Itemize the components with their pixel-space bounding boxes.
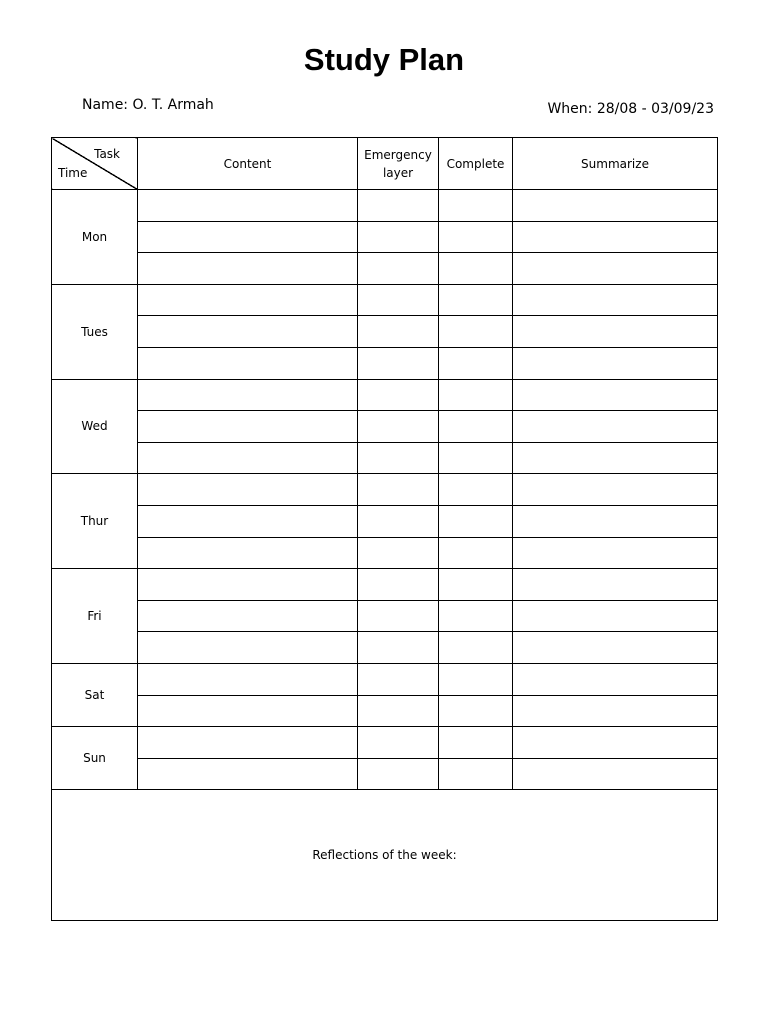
complete-cell[interactable] [439, 379, 513, 411]
complete-cell[interactable] [439, 474, 513, 506]
summarize-cell[interactable] [513, 221, 718, 253]
student-name: Name: O. T. Armah [82, 97, 214, 113]
content-cell[interactable] [138, 411, 358, 443]
emergency-cell[interactable] [358, 632, 439, 664]
content-cell[interactable] [138, 347, 358, 379]
summarize-cell[interactable] [513, 632, 718, 664]
emergency-cell[interactable] [358, 284, 439, 316]
complete-cell[interactable] [439, 411, 513, 443]
complete-column-header: Complete [439, 138, 513, 190]
study-plan-table [51, 137, 718, 921]
complete-cell[interactable] [439, 537, 513, 569]
table-row [52, 347, 718, 379]
emergency-cell[interactable] [358, 474, 439, 506]
summarize-cell[interactable] [513, 537, 718, 569]
table-row [52, 411, 718, 443]
content-cell[interactable] [138, 727, 358, 759]
content-cell[interactable] [138, 379, 358, 411]
emergency-cell[interactable] [358, 505, 439, 537]
date-range: When: 28/08 - 03/09/23 [547, 101, 714, 117]
emergency-cell[interactable] [358, 663, 439, 695]
corner-task-label: Task [94, 147, 120, 161]
complete-cell[interactable] [439, 600, 513, 632]
emergency-cell[interactable] [358, 221, 439, 253]
emergency-cell[interactable] [358, 758, 439, 790]
emergency-cell[interactable] [358, 190, 439, 222]
summarize-cell[interactable] [513, 474, 718, 506]
content-cell[interactable] [138, 758, 358, 790]
day-cell-thur: Thur [52, 474, 138, 569]
table-row [52, 695, 718, 727]
summarize-cell[interactable] [513, 505, 718, 537]
emergency-cell[interactable] [358, 347, 439, 379]
emergency-cell[interactable] [358, 695, 439, 727]
summarize-cell[interactable] [513, 442, 718, 474]
summarize-cell[interactable] [513, 569, 718, 601]
content-cell[interactable] [138, 663, 358, 695]
table-row [52, 316, 718, 348]
content-cell[interactable] [138, 253, 358, 285]
complete-cell[interactable] [439, 221, 513, 253]
emergency-cell[interactable] [358, 569, 439, 601]
table-row [52, 442, 718, 474]
complete-cell[interactable] [439, 758, 513, 790]
table-row [52, 663, 718, 695]
day-cell-fri: Fri [52, 569, 138, 664]
reflections-row [52, 790, 718, 921]
reflections-cell[interactable] [52, 790, 718, 921]
day-cell-sun: Sun [52, 727, 138, 790]
content-cell[interactable] [138, 537, 358, 569]
complete-cell[interactable] [439, 190, 513, 222]
day-cell-sat: Sat [52, 663, 138, 726]
summarize-cell[interactable] [513, 727, 718, 759]
corner-time-label: Time [58, 166, 88, 180]
emergency-cell[interactable] [358, 411, 439, 443]
emergency-cell[interactable] [358, 442, 439, 474]
summarize-cell[interactable] [513, 316, 718, 348]
emergency-cell[interactable] [358, 379, 439, 411]
content-cell[interactable] [138, 569, 358, 601]
summarize-cell[interactable] [513, 663, 718, 695]
complete-cell[interactable] [439, 727, 513, 759]
emergency-cell[interactable] [358, 600, 439, 632]
complete-cell[interactable] [439, 347, 513, 379]
emergency-cell[interactable] [358, 253, 439, 285]
table-row [52, 632, 718, 664]
emergency-layer-column-header: Emergency layer [358, 138, 439, 190]
content-cell[interactable] [138, 221, 358, 253]
complete-cell[interactable] [439, 442, 513, 474]
table-row [52, 253, 718, 285]
table-row [52, 505, 718, 537]
complete-cell[interactable] [439, 663, 513, 695]
content-cell[interactable] [138, 474, 358, 506]
emergency-cell[interactable] [358, 727, 439, 759]
table-row [52, 758, 718, 790]
table-row [52, 284, 718, 316]
complete-cell[interactable] [439, 632, 513, 664]
content-cell[interactable] [138, 442, 358, 474]
content-cell[interactable] [138, 505, 358, 537]
summarize-cell[interactable] [513, 347, 718, 379]
complete-cell[interactable] [439, 284, 513, 316]
summarize-cell[interactable] [513, 379, 718, 411]
complete-cell[interactable] [439, 316, 513, 348]
table-row [52, 537, 718, 569]
content-cell[interactable] [138, 316, 358, 348]
summarize-cell[interactable] [513, 411, 718, 443]
table-row [52, 600, 718, 632]
content-cell[interactable] [138, 632, 358, 664]
page-title: Study Plan [303, 42, 465, 77]
day-cell-tues: Tues [52, 284, 138, 379]
day-cell-mon: Mon [52, 190, 138, 285]
complete-cell[interactable] [439, 505, 513, 537]
day-cell-wed: Wed [52, 379, 138, 474]
summarize-cell[interactable] [513, 253, 718, 285]
table-row [52, 569, 718, 601]
table-row [52, 379, 718, 411]
table-row [52, 221, 718, 253]
table-header-row [52, 138, 718, 190]
summarize-cell[interactable] [513, 695, 718, 727]
content-column-header: Content [138, 138, 358, 190]
table-row [52, 474, 718, 506]
corner-header-cell [52, 138, 138, 190]
summarize-cell[interactable] [513, 600, 718, 632]
summarize-column-header: Summarize [513, 138, 718, 190]
summarize-cell[interactable] [513, 284, 718, 316]
complete-cell[interactable] [439, 695, 513, 727]
emergency-cell[interactable] [358, 316, 439, 348]
table-row [52, 727, 718, 759]
content-cell[interactable] [138, 190, 358, 222]
content-cell[interactable] [138, 284, 358, 316]
reflections-label: Reflections of the week: [312, 848, 457, 863]
content-cell[interactable] [138, 695, 358, 727]
content-cell[interactable] [138, 600, 358, 632]
summarize-cell[interactable] [513, 758, 718, 790]
complete-cell[interactable] [439, 569, 513, 601]
complete-cell[interactable] [439, 253, 513, 285]
summarize-cell[interactable] [513, 190, 718, 222]
table-row [52, 190, 718, 222]
emergency-cell[interactable] [358, 537, 439, 569]
